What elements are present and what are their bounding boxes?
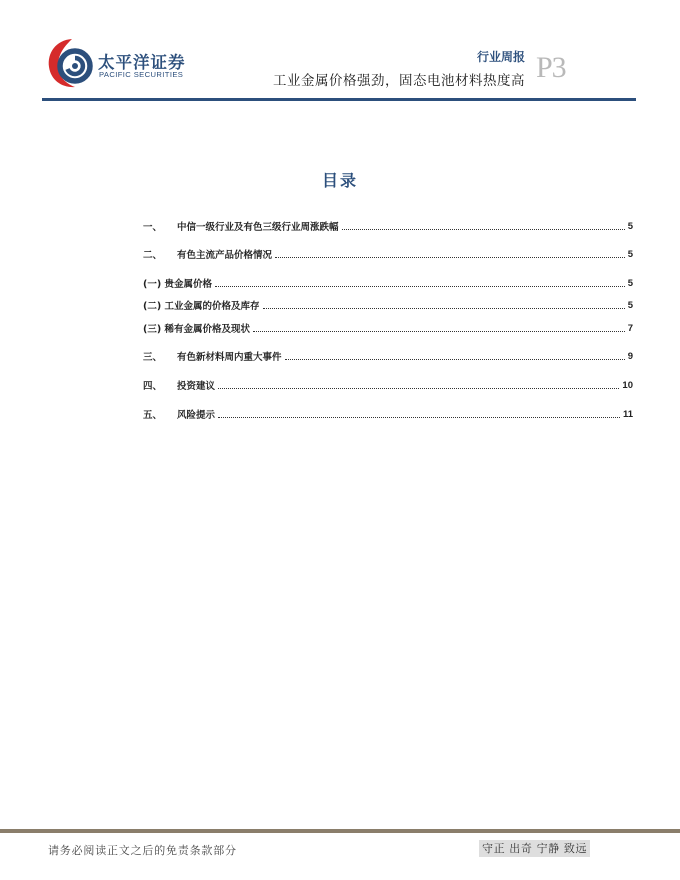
logo-chinese-name: 太平洋证券 <box>98 53 186 72</box>
toc-entry-number: 二、 <box>143 250 163 261</box>
toc-dot-leader <box>275 257 625 258</box>
toc-dot-leader <box>218 388 619 389</box>
toc-entry-label: (三) 稀有金属价格及现状 <box>143 324 250 335</box>
toc-entry[interactable] <box>143 347 633 365</box>
toc-entry-label: 中信一级行业及有色三级行业周涨跌幅 <box>177 222 339 233</box>
toc-entry-number: 一、 <box>143 222 163 233</box>
toc-entry-page: 11 <box>622 408 633 420</box>
toc-entry-page: 5 <box>627 277 633 289</box>
toc-dot-leader <box>215 286 625 287</box>
toc-entry-page: 5 <box>627 248 633 260</box>
toc-entry[interactable] <box>143 376 633 394</box>
toc-entry-page: 9 <box>627 350 633 362</box>
toc-entry[interactable] <box>143 405 633 423</box>
toc-entry-label: 风险提示 <box>177 410 216 421</box>
company-logo <box>46 36 186 92</box>
toc-entry-page: 5 <box>627 299 633 311</box>
header-divider <box>42 98 636 101</box>
toc-entry-number: 五、 <box>143 410 163 421</box>
toc-entry-number: 三、 <box>143 352 163 363</box>
toc-entry-label: (一) 贵金属价格 <box>143 279 212 290</box>
footer-disclaimer: 请务必阅读正文之后的免责条款部分 <box>48 844 237 857</box>
toc-entry[interactable] <box>143 319 633 337</box>
toc-entry[interactable] <box>143 217 633 235</box>
toc-dot-leader <box>263 308 625 309</box>
toc-dot-leader <box>253 331 625 332</box>
footer-motto: 守正 出奇 宁静 致远 <box>479 840 590 857</box>
toc-entry[interactable] <box>143 245 633 263</box>
toc-entry-page: 5 <box>627 220 633 232</box>
report-title: 工业金属价格强劲，固态电池材料热度高 <box>273 73 525 89</box>
toc-entry-label: 有色主流产品价格情况 <box>177 250 273 261</box>
logo-english-name: PACIFIC SECURITIES <box>99 70 184 79</box>
toc-dot-leader <box>285 359 625 360</box>
toc-entry-number: 四、 <box>143 381 163 392</box>
toc-dot-leader <box>342 229 625 230</box>
toc-entry[interactable] <box>143 274 633 292</box>
toc-dot-leader <box>218 417 620 418</box>
toc-entry-page: 10 <box>622 379 633 391</box>
toc-entry-label: 投资建议 <box>177 381 216 392</box>
page-marker: P3 <box>536 51 566 84</box>
toc-entry-label: (二) 工业金属的价格及库存 <box>143 301 260 312</box>
toc-entry[interactable] <box>143 296 633 314</box>
pacific-securities-logo-icon <box>46 36 98 90</box>
toc-entry-page: 7 <box>627 322 633 334</box>
toc-title: 目录 <box>321 171 358 190</box>
report-type: 行业周报 <box>476 50 525 64</box>
toc-entry-label: 有色新材料周内重大事件 <box>177 352 282 363</box>
footer-divider <box>0 829 680 833</box>
